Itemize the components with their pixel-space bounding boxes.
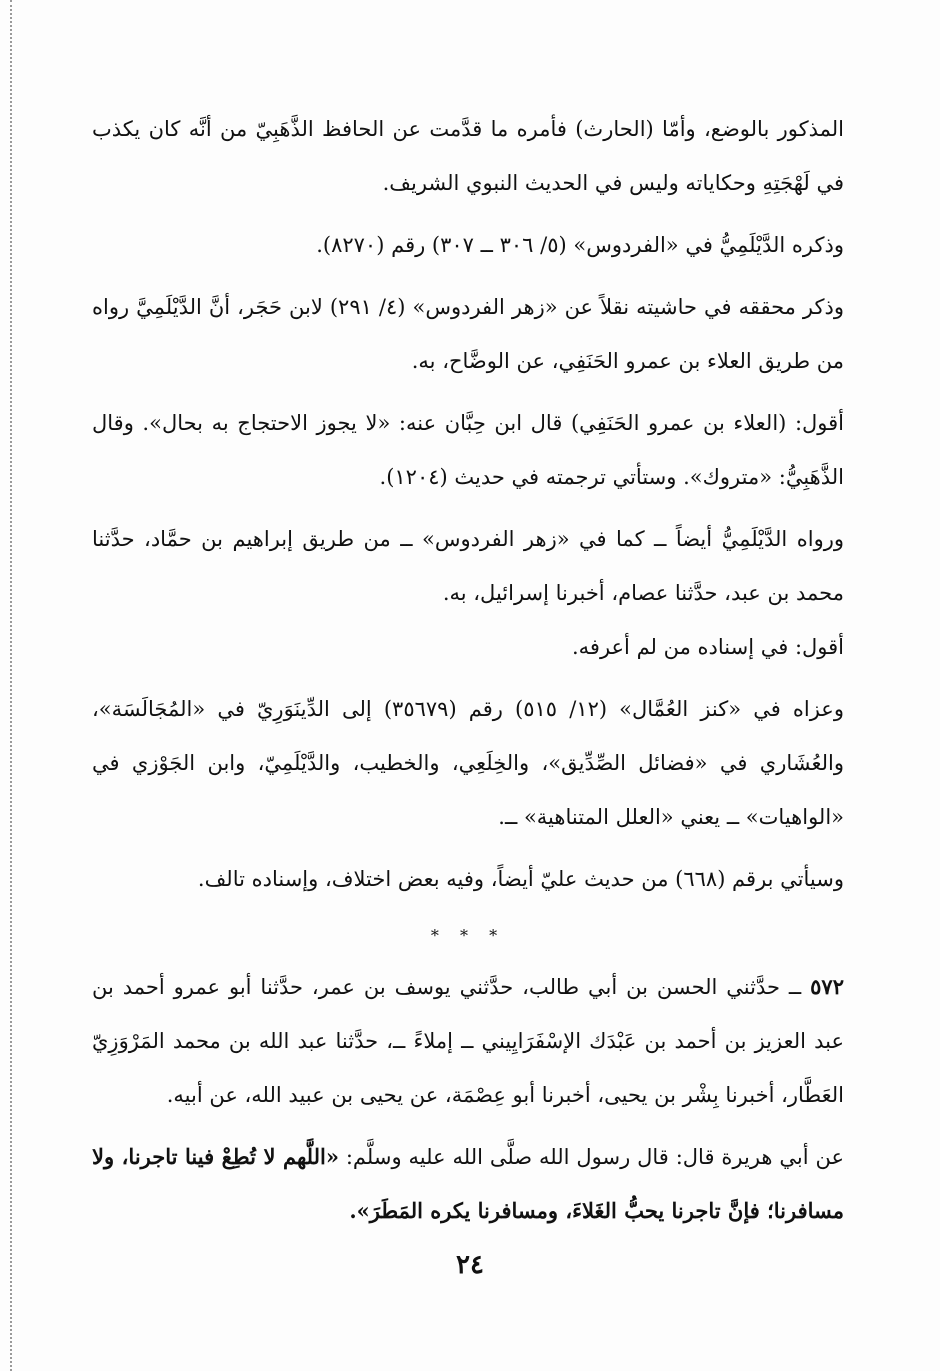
paragraph-sayati-raqm: وسيأتي برقم (٦٦٨) من حديث عليّ أيضاً، وفيه بعض اختلاف، وإسناده تالف. <box>197 867 844 891</box>
paragraph-daylami-firdaws: وذكره الدَّيْلَمِيُّ في «الفردوس» (٥/ ٣٠٦ ــ ٣٠٧) رقم (٨٢٧٠). <box>316 233 844 257</box>
hadith-matn-intro: عن أبي هريرة قال: قال رسول الله صلَّى الله عليه وسلَّم: <box>345 1145 844 1169</box>
page-edge-dotted-border <box>10 0 12 1371</box>
hadith-number: ٥٧٢ <box>810 974 844 999</box>
paragraph-kanz-al-ummal: وعزاه في «كنز العُمَّال» (١٢/ ٥١٥) رقم (٣٥٦٧٩) إلى الدِّينَوَرِيّ في «المُجَالَسَة»، والعُشَاري في «فضائل الصِّدِّيق»، والخِلَعِي، والخطيب، والدَّيْلَمِيّ، وابن الجَوْزي في «الواهيات» ــ يعني «العلل المتناهية» ــ. <box>92 697 844 829</box>
hadith-isnad-text: ــ حدَّثني الحسن بن أبي طالب، حدَّثني يوسف بن عمر، حدَّثنا أبو عمرو أحمد بن عبد العزيز بن أحمد بن عَبْدَك الإسْفَرَايِيني ــ إملاءً ــ، حدَّثنا عبد الله بن محمد المَرْوَزِيّ العَطَّار، أخبرنا بِشْر بن يحيى، أخبرنا أبو عِصْمَة، عن يحيى بن عبيد الله، عن أبيه. <box>92 975 844 1107</box>
hadith-isnad-paragraph <box>92 960 844 1122</box>
paragraph-muhaqqiq-note: وذكر محققه في حاشيته نقلاً عن «زهر الفردوس» (٤/ ٢٩١) لابن حَجَر، أنَّ الدَّيْلَمِيَّ رواه من طريق العلاء بن عمرو الحَنَفِي، عن الوضَّاح، به. <box>92 295 844 373</box>
page-text-body <box>92 102 844 1246</box>
paragraph-hafiz-dhahabi: المذكور بالوضع، وأمّا (الحارث) فأمره ما قدَّمت عن الحافظ الذَّهَبِيّ من أنَّه كان يكذب في لَهْجَتِهِ وحكاياته وليس في الحديث النبوي الشريف. <box>92 117 844 195</box>
paragraph-aqulu-isnad: أقول: في إسناده من لم أعرفه. <box>571 635 844 659</box>
page-number: ٢٤ <box>456 1250 484 1280</box>
hadith-matn-paragraph <box>92 1130 844 1238</box>
section-separator-stars: * * * <box>430 926 506 945</box>
paragraph-aqulu-ala-ibn-amr: أقول: (العلاء بن عمرو الحَنَفِي) قال ابن حِبَّان عنه: «لا يجوز الاحتجاج به بحال». وقال الذَّهَبِيُّ: «متروك». وستأتي ترجمته في حديث (١٢٠٤). <box>92 411 844 489</box>
hadith-matn-text: «اللَّهم لا تُطِعْ فينا تاجرنا، ولا مسافرنا؛ فإنَّ تاجرنا يحبُّ الغَلاءَ، ومسافرنا يكره المَطَرَ». <box>92 1144 844 1223</box>
paragraph-daylami-riwaya: ورواه الدَّيْلَمِيُّ أيضاً ــ كما في «زهر الفردوس» ــ من طريق إبراهيم بن حمَّاد، حدَّثنا محمد بن عبد، حدَّثنا عصام، أخبرنا إسرائيل، به. <box>92 527 844 605</box>
